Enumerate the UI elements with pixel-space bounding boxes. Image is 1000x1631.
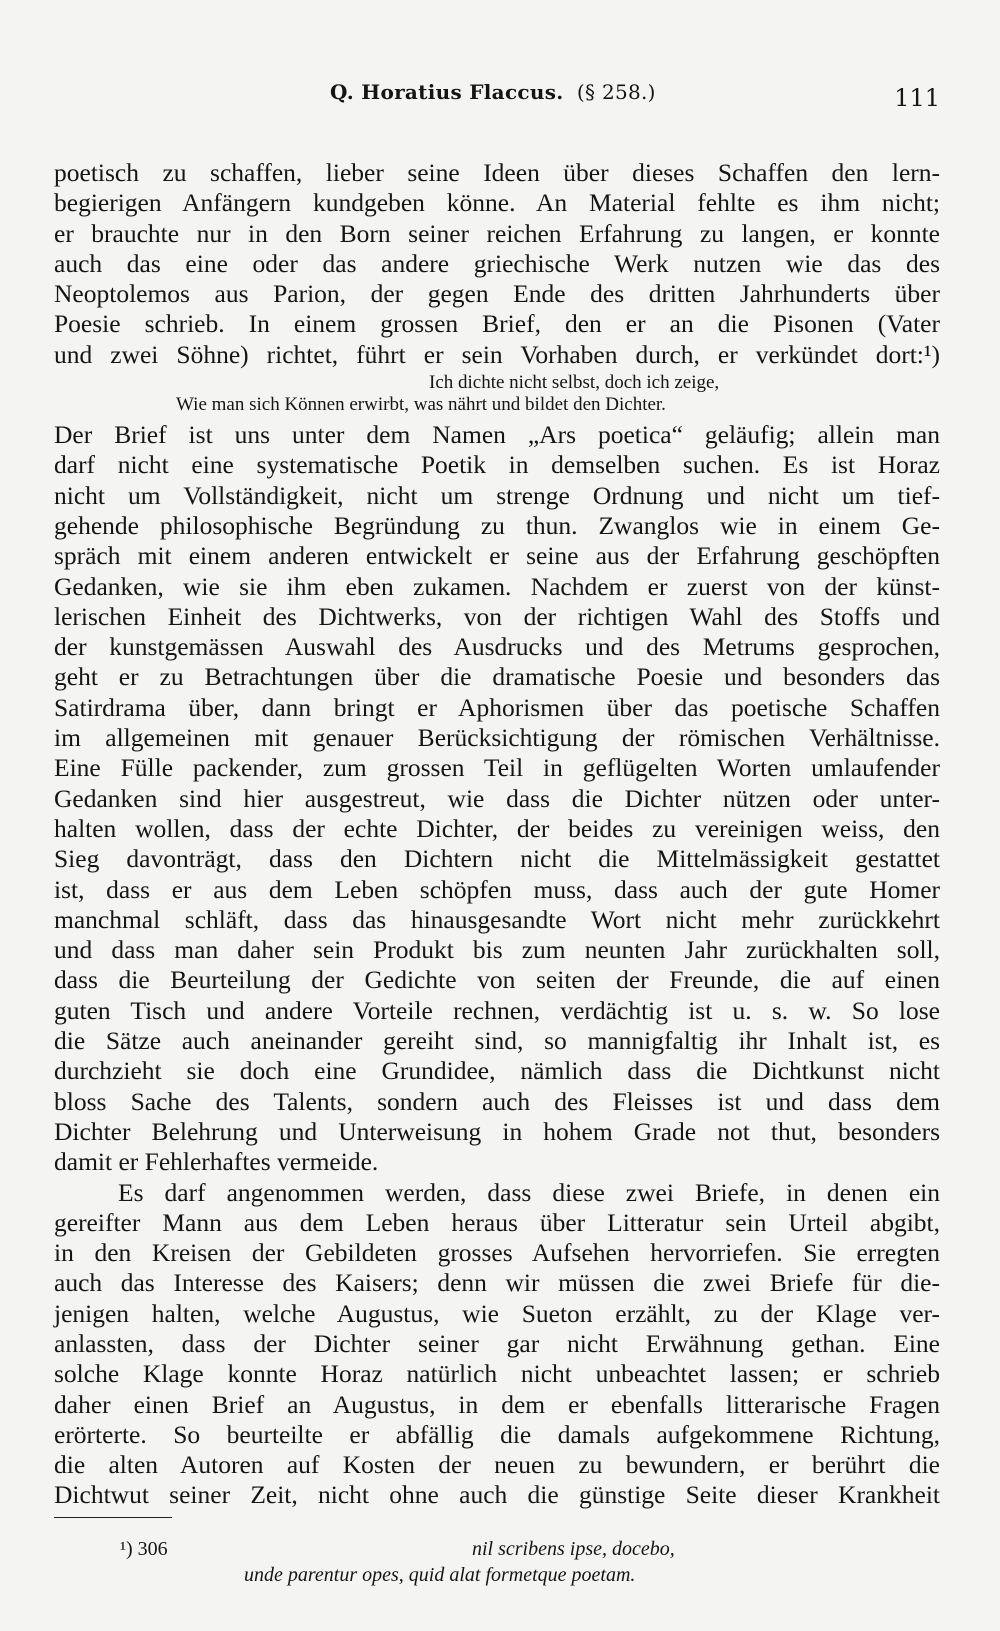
- text-line: der kunstgemässen Auswahl des Ausdrucks und des Metrums gesprochen,: [54, 632, 940, 662]
- text-line: guten Tisch und andere Vorteile rechnen, verdächtig ist u. s. w. So lose: [54, 995, 940, 1025]
- text-line: dass die Beurteilung der Gedichte von seiten der Freunde, die auf einen: [54, 965, 940, 995]
- text-line: Poesie schrieb. In einem grossen Brief, den er an die Pisonen (Vater: [54, 309, 940, 339]
- paragraph-1a: [54, 158, 940, 370]
- text-line: Gedanken, wie sie ihm eben zukamen. Nachdem er zuerst von der künst-: [54, 571, 940, 601]
- text-line: gehende philosophische Begründung zu thun. Zwanglos wie in einem Ge-: [54, 510, 940, 540]
- main-text: [54, 158, 940, 1511]
- paragraph-1b: [54, 420, 940, 1177]
- text-line: Dichtwut seiner Zeit, nicht ohne auch die günstige Seite dieser Krankheit: [54, 1480, 940, 1510]
- text-line: im allgemeinen mit genauer Berücksichtigung der römischen Verhältnisse.: [54, 723, 940, 753]
- text-line: auch das eine oder das andere griechische Werk nutzen wie das des: [54, 248, 940, 278]
- text-line: Dichter Belehrung und Unterweisung in hohem Grade not thut, besonders: [54, 1116, 940, 1146]
- text-line: er brauchte nur in den Born seiner reichen Erfahrung zu langen, er konnte: [54, 218, 940, 248]
- text-line: erörterte. So beurteilte er abfällig die damals aufgekommene Richtung,: [54, 1419, 940, 1449]
- text-line: jenigen halten, welche Augustus, wie Sueton erzählt, zu der Klage ver-: [54, 1298, 940, 1328]
- footnote-line-1: nil scribens ipse, docebo,: [472, 1537, 675, 1560]
- text-line: Neoptolemos aus Parion, der gegen Ende des dritten Jahrhunderts über: [54, 279, 940, 309]
- text-line: Gedanken sind hier ausgestreut, wie dass die Dichter nützen oder unter-: [54, 783, 940, 813]
- text-line: darf nicht eine systematische Poetik in demselben suchen. Es ist Horaz: [54, 450, 940, 480]
- text-line: damit er Fehlerhaftes vermeide.: [54, 1147, 379, 1177]
- text-line: spräch mit einem anderen entwickelt er seine aus der Erfahrung geschöpften: [54, 541, 940, 571]
- text-line: und zwei Söhne) richtet, führt er sein Vorhaben durch, er verkündet dort:¹): [54, 339, 940, 369]
- text-line: geht er zu Betrachtungen über die dramatische Poesie und besonders das: [54, 662, 940, 692]
- text-line: auch das Interesse des Kaisers; denn wir müssen die zwei Briefe für die-: [54, 1268, 940, 1298]
- running-head-author: Q. Horatius Flaccus.: [330, 80, 564, 104]
- text-line: die alten Autoren auf Kosten der neuen zu bewundern, er berührt die: [54, 1450, 940, 1480]
- text-line: lerischen Einheit des Dichtwerks, von der richtigen Wahl des Stoffs und: [54, 601, 940, 631]
- text-line: nicht um Vollständigkeit, nicht um strenge Ordnung und nicht um tief-: [54, 480, 940, 510]
- text-line: halten wollen, dass der echte Dichter, der beides zu vereinigen weiss, den: [54, 813, 940, 843]
- text-line: Sieg davonträgt, dass den Dichtern nicht die Mittelmässigkeit gestattet: [54, 844, 940, 874]
- page-number: 111: [894, 84, 940, 112]
- text-line: gereifter Mann aus dem Leben heraus über Litteratur sein Urteil abgibt,: [54, 1207, 940, 1237]
- text-line: Der Brief ist uns unter dem Namen „Ars poetica“ geläufig; allein man: [54, 420, 940, 450]
- text-line: in den Kreisen der Gebildeten grosses Aufsehen hervorriefen. Sie erregten: [54, 1238, 940, 1268]
- text-line: Satirdrama über, dann bringt er Aphorismen über das poetische Schaffen: [54, 692, 940, 722]
- verse-quote: [54, 372, 940, 416]
- text-line: begierigen Anfängern kundgeben könne. An Material fehlte es ihm nicht;: [54, 188, 940, 218]
- text-line: manchmal schläft, dass das hinausgesandte Wort nicht mehr zurückkehrt: [54, 904, 940, 934]
- footnote-rule: [54, 1517, 172, 1518]
- text-line: Es darf angenommen werden, dass diese zwei Briefe, in denen ein: [118, 1177, 940, 1207]
- text-line: poetisch zu schaffen, lieber seine Ideen über dieses Schaffen den lern-: [54, 158, 940, 187]
- text-line: daher einen Brief an Augustus, in dem er ebenfalls litterarische Fragen: [54, 1389, 940, 1419]
- footnote-marker: ¹) 306: [120, 1537, 168, 1560]
- text-line: bloss Sache des Talents, sondern auch des Fleisses ist und dass dem: [54, 1086, 940, 1116]
- text-line: Eine Fülle packender, zum grossen Teil in geflügelten Worten umlaufender: [54, 753, 940, 783]
- footnote-line-2: unde parentur opes, quid alat formetque poetam.: [244, 1563, 636, 1586]
- text-line: ist, dass er aus dem Leben schöpfen muss, dass auch der gute Homer: [54, 874, 940, 904]
- running-head: [330, 80, 656, 104]
- quote-line-2: Wie man sich Können erwirbt, was nährt und bildet den Dichter.: [176, 394, 666, 416]
- paragraph-2: [54, 1178, 940, 1511]
- footnote: [54, 1536, 940, 1596]
- text-line: die Sätze auch aneinander gereiht sind, so mannigfaltig ihr Inhalt ist, es: [54, 1026, 940, 1056]
- quote-line-1: Ich dichte nicht selbst, doch ich zeige,: [429, 372, 720, 394]
- text-line: und dass man daher sein Produkt bis zum neunten Jahr zurückhalten soll,: [54, 935, 940, 965]
- text-line: solche Klage konnte Horaz natürlich nicht unbeachtet lassen; er schrieb: [54, 1359, 940, 1389]
- running-head-section: (§ 258.): [576, 80, 656, 104]
- page-header: [54, 80, 940, 120]
- text-line: durchzieht sie doch eine Grundidee, nämlich dass die Dichtkunst nicht: [54, 1056, 940, 1086]
- text-line: anlassten, dass der Dichter seiner gar nicht Erwähnung gethan. Eine: [54, 1328, 940, 1358]
